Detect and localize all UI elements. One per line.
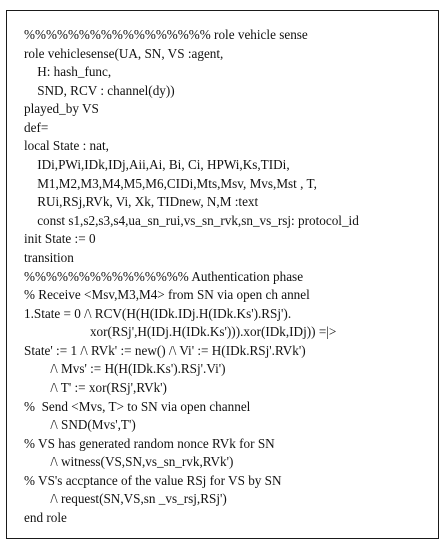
code-line: % VS's accptance of the value RSj for VS by SN	[24, 472, 282, 488]
code-line: IDi,PWi,IDk,IDj,Aii,Ai, Bi, Ci, HPWi,Ks,TIDi,	[24, 157, 290, 173]
code-line: %%%%%%%%%%%%%%% Authentication phase	[24, 268, 304, 284]
code-line: /\ request(SN,VS,sn _vs_rsj,RSj')	[24, 491, 227, 507]
code-line: /\ witness(VS,SN,vs_sn_rvk,RVk')	[24, 454, 234, 470]
code-line: % Send <Mvs, T> to SN via open channel	[24, 398, 251, 414]
code-line: % VS has generated random nonce RVk for SN	[24, 435, 275, 451]
code-line: local State : nat,	[24, 138, 109, 154]
code-line: SND, RCV : channel(dy))	[24, 82, 175, 98]
code-line: RUi,RSj,RVk, Vi, Xk, TIDnew, N,M :text	[24, 194, 259, 210]
code-line: State' := 1 /\ RVk' := new() /\ Vi' := H(IDk.RSj'.RVk')	[24, 342, 306, 358]
code-line: played_by VS	[24, 101, 99, 117]
code-line: init State := 0	[24, 231, 96, 247]
code-line: % Receive <Msv,M3,M4> from SN via open ch annel	[24, 287, 310, 303]
code-block	[24, 26, 359, 528]
code-line: transition	[24, 249, 74, 265]
code-line: xor(RSj',H(IDj.H(IDk.Ks'))).xor(IDk,IDj)) =|>	[24, 324, 337, 340]
code-line: /\ T' := xor(RSj',RVk')	[24, 379, 167, 395]
code-line: H: hash_func,	[24, 64, 112, 80]
code-line: const s1,s2,s3,s4,ua_sn_rui,vs_sn_rvk,sn_vs_rsj: protocol_id	[24, 212, 359, 228]
code-line: M1,M2,M3,M4,M5,M6,CIDi,Mts,Msv, Mvs,Mst , T,	[24, 175, 317, 191]
code-line: role vehiclesense(UA, SN, VS :agent,	[24, 45, 224, 61]
code-line: /\ SND(Mvs',T')	[24, 417, 136, 433]
code-line: 1.State = 0 /\ RCV(H(H(IDk.IDj.H(IDk.Ks').RSj').	[24, 305, 292, 321]
code-line: def=	[24, 119, 49, 135]
code-line: %%%%%%%%%%%%%%%%% role vehicle sense	[24, 27, 308, 42]
code-line: end role	[24, 510, 67, 526]
code-line: /\ Mvs' := H(H(IDk.Ks').RSj'.Vi')	[24, 361, 226, 377]
